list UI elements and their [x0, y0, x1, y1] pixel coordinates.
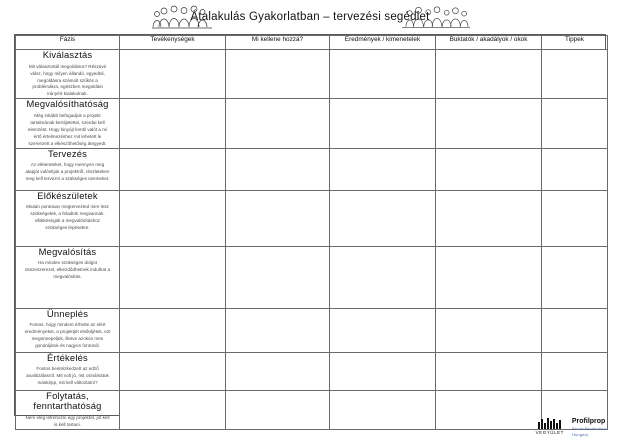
cell-risks[interactable]: [436, 99, 542, 148]
cell-risks[interactable]: [436, 50, 542, 99]
footer: [14, 418, 606, 436]
phase-title: Folytatás, fenntarthatóság: [33, 389, 102, 412]
cell-activities[interactable]: [120, 352, 226, 390]
page-header: [0, 0, 620, 34]
column-header-needs: Mi kellene hozzá?: [226, 36, 330, 50]
profilprop-logo-text: Profilprop: [571, 418, 606, 425]
phase-title: Ünneplés: [46, 307, 89, 319]
cell-activities[interactable]: [120, 190, 226, 246]
phase-description: Miután pontosan megtervezted mire lesz szükségetek, a feladtok megvannak. ellátkéségük a megvalósításhoz szükséges lépésekre.: [26, 204, 109, 231]
phase-description: Fontos, hogy mindent érhette az elért eredményeket, a projektjét elsőüljétek, ezt megünnepeljük, illetve azokon men gondoljátok és nagyon fontosól.: [24, 322, 111, 349]
column-header-tips: Tippek: [542, 36, 608, 50]
phase-cell-megvalositas: [16, 246, 120, 308]
cell-risks[interactable]: [436, 352, 542, 390]
crowd-illustration-right-icon: [402, 2, 470, 32]
cell-activities[interactable]: [120, 99, 226, 148]
table-row: [16, 308, 608, 352]
cell-results[interactable]: [330, 50, 436, 99]
phase-title: Megvalósítás: [38, 245, 97, 257]
phase-description: Ha minden szükséges dolgot összeszerezel, elkezdődhetnek indulhat a megvalósítás.: [24, 260, 111, 280]
cell-activities[interactable]: [120, 50, 226, 99]
cell-tips[interactable]: [542, 99, 608, 148]
table-row: [16, 352, 608, 390]
cell-results[interactable]: [330, 308, 436, 352]
column-header-phase: Fázis: [16, 36, 120, 50]
cell-results[interactable]: [330, 99, 436, 148]
cell-needs[interactable]: [226, 99, 330, 148]
column-header-activities: Tevékenységek: [120, 36, 226, 50]
cell-results[interactable]: [330, 190, 436, 246]
cell-tips[interactable]: [542, 50, 608, 99]
profilprop-logo: [572, 418, 606, 437]
table-row: [16, 50, 608, 99]
phase-cell-kivalasztas: [16, 50, 120, 99]
profilprop-sub-line1: Proud Production: [571, 426, 606, 431]
phase-description: Fontos beintézkedzett az edző analitizálasról. Mit volt jó, mit csinálnátok másképp, mit kell változtatni?: [26, 366, 109, 386]
cell-risks[interactable]: [436, 148, 542, 190]
phase-cell-tervezes: [16, 148, 120, 190]
cell-risks[interactable]: [436, 246, 542, 308]
cell-results[interactable]: [330, 246, 436, 308]
cell-needs[interactable]: [226, 148, 330, 190]
column-header-risks: Buktatók / akadályok / okok: [436, 36, 542, 50]
phase-cell-megvalosithatosag: [16, 99, 120, 148]
cell-activities[interactable]: [120, 246, 226, 308]
phase-title: Tervezés: [47, 147, 88, 159]
phase-title: Előkészületek: [37, 189, 98, 201]
cell-risks[interactable]: [436, 308, 542, 352]
table-row: [16, 99, 608, 148]
cell-risks[interactable]: [436, 190, 542, 246]
vegyulet-bars-icon: [536, 418, 564, 429]
table-header-row: [16, 36, 608, 50]
page-title: Átalakulás Gyakorlatban – tervezési segédlet: [190, 11, 430, 23]
cell-tips[interactable]: [542, 352, 608, 390]
cell-results[interactable]: [330, 148, 436, 190]
phase-description: Nem elég létrehozni egy projektet, jót kell is kell tartani.: [25, 415, 110, 428]
phase-description: Még inkább befogadjuk a projekt tartalmának kerüljetettei, szerdai kell elemzést. Hogy kinyújt kerüli valót a mi értő értelmezéshez mit lehetett le szervezett a elkészíthetőség átegyedt.: [27, 113, 108, 146]
cell-activities[interactable]: [120, 148, 226, 190]
logo-group: [536, 418, 606, 437]
phase-title: Megvalósíthatóság: [26, 98, 109, 110]
cell-results[interactable]: [330, 352, 436, 390]
phase-title: Kiválasztás: [42, 49, 93, 60]
phase-title: Értékelés: [47, 351, 88, 363]
column-header-results: Eredmények / kimenetelek: [330, 36, 436, 50]
vegyulet-logo: [536, 418, 564, 435]
cell-needs[interactable]: [226, 190, 330, 246]
cell-needs[interactable]: [226, 308, 330, 352]
vegyulet-logo-text: VEGYÜLET: [535, 430, 564, 435]
cell-tips[interactable]: [542, 148, 608, 190]
cell-tips[interactable]: [542, 246, 608, 308]
crowd-illustration-left-icon: [152, 2, 212, 32]
profilprop-sub-line2: Hungary: [571, 432, 589, 437]
table-row: [16, 190, 608, 246]
phase-cell-ertekeles: [16, 352, 120, 390]
phase-description: Mit választottál megoldásra? Részüvé válsz, hogy milyen állandó, egyedüli, megoldásra számolt szűkös a problémákra, egészben megoldási irányért kialakulnak.: [28, 63, 107, 97]
cell-needs[interactable]: [226, 50, 330, 99]
planning-table: [15, 35, 608, 430]
table-row: [16, 246, 608, 308]
phase-description: Az elétereteket, hogy mennyen meg alapját valósítjuk a projektről, részleteken meg kell tervezni a szükséges üzemeket.: [25, 162, 110, 182]
cell-needs[interactable]: [226, 246, 330, 308]
cell-needs[interactable]: [226, 352, 330, 390]
phase-cell-elokeszuletek: [16, 190, 120, 246]
cell-tips[interactable]: [542, 308, 608, 352]
cell-activities[interactable]: [120, 308, 226, 352]
cell-tips[interactable]: [542, 190, 608, 246]
phase-cell-unneples: [16, 308, 120, 352]
table-row: [16, 148, 608, 190]
